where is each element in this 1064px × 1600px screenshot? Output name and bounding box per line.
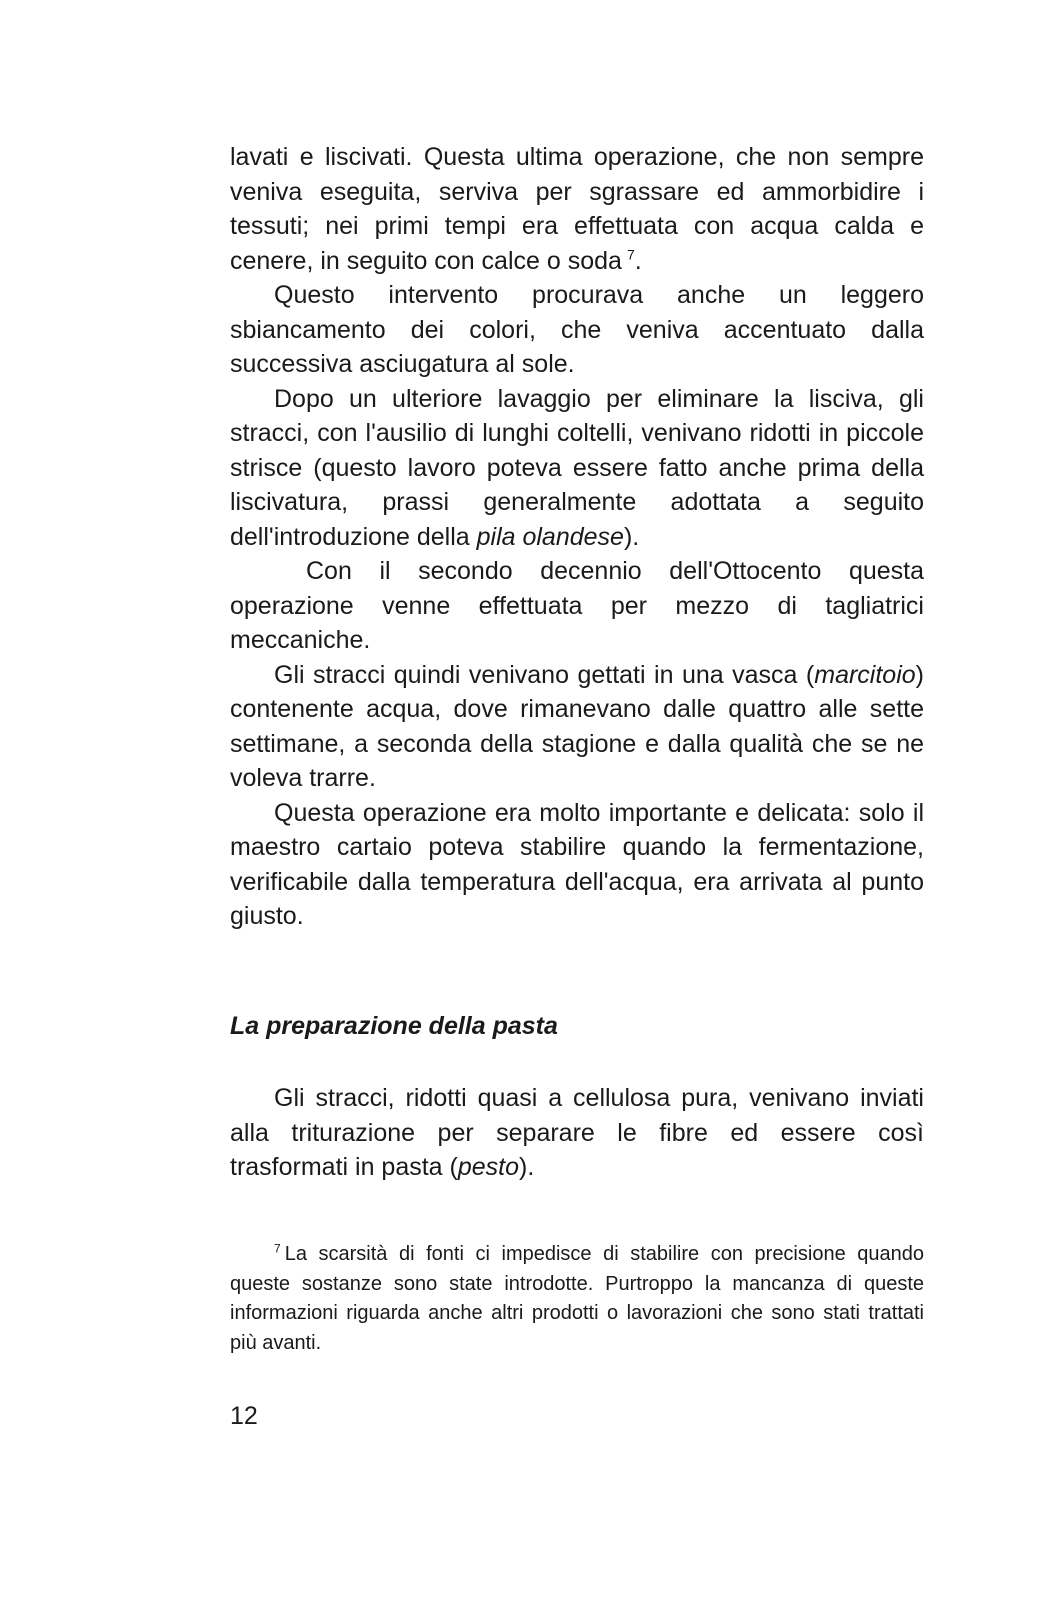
section-title: La preparazione della pasta <box>230 1012 558 1040</box>
page-number: 12 <box>230 1402 258 1430</box>
section-paragraph: Gli stracci, ridotti quasi a cellulosa pura, venivano inviati alla triturazione per separare le fibre ed essere così trasformati in pasta (pesto). <box>230 1084 924 1181</box>
paragraph-6: Questa operazione era molto importante e delicata: solo il maestro cartaio poteva stabilire quando la fermentazione, verificabile dalla temperatura dell'acqua, era arrivata al punto giusto. <box>230 798 924 930</box>
main-text <box>230 140 924 934</box>
footnote-text: $^7$ La scarsità di fonti ci impedisce di stabilire con precisione quando queste sostanze sono state introdotte. Purtroppo la mancanza di queste informazioni riguarda anche altri prodotti o lavorazioni che sono stati trattati più avanti. <box>230 1241 924 1354</box>
footnote-reference[interactable]: 7 <box>626 246 635 263</box>
italic-term: marcitoio <box>814 660 916 689</box>
paragraph-4: Con il secondo decennio dell'Ottocento questa operazione venne effettuata per mezzo di tagliatrici meccaniche. <box>230 557 924 654</box>
section-body <box>230 1081 924 1185</box>
italic-term: pesto <box>457 1153 520 1181</box>
italic-term: pila olandese <box>476 522 624 551</box>
footnote-number: 7 <box>274 1241 281 1256</box>
paragraph-5: Gli stracci quindi venivano gettati in una vasca (marcitoio) contenente acqua, dove rimanevano dalle quattro alle sette settimane, a seconda della stagione e dalla qualità che se ne voleva trarre. <box>230 660 924 792</box>
paragraph-1: lavati e liscivati. Questa ultima operazione, che non sempre veniva eseguita, serviva per sgrassare ed ammorbidire i tessuti; nei primi tempi era effettuata con acqua calda e cenere, in seguito con calce o soda $^7$. <box>230 143 924 275</box>
paragraph-3: Dopo un ulteriore lavaggio per eliminare la lisciva, gli stracci, con l'ausilio di lunghi coltelli, venivano ridotti in piccole strisce (questo lavoro poteva essere fatto anche prima della liscivatura, prassi generalmente adottata a seguito dell'introduzione della pila olandese). <box>230 384 924 551</box>
footnote <box>230 1240 924 1358</box>
paragraph-2: Questo intervento procurava anche un leggero sbiancamento dei colori, che veniva accentuato dalla successiva asciugatura al sole. <box>230 281 924 378</box>
